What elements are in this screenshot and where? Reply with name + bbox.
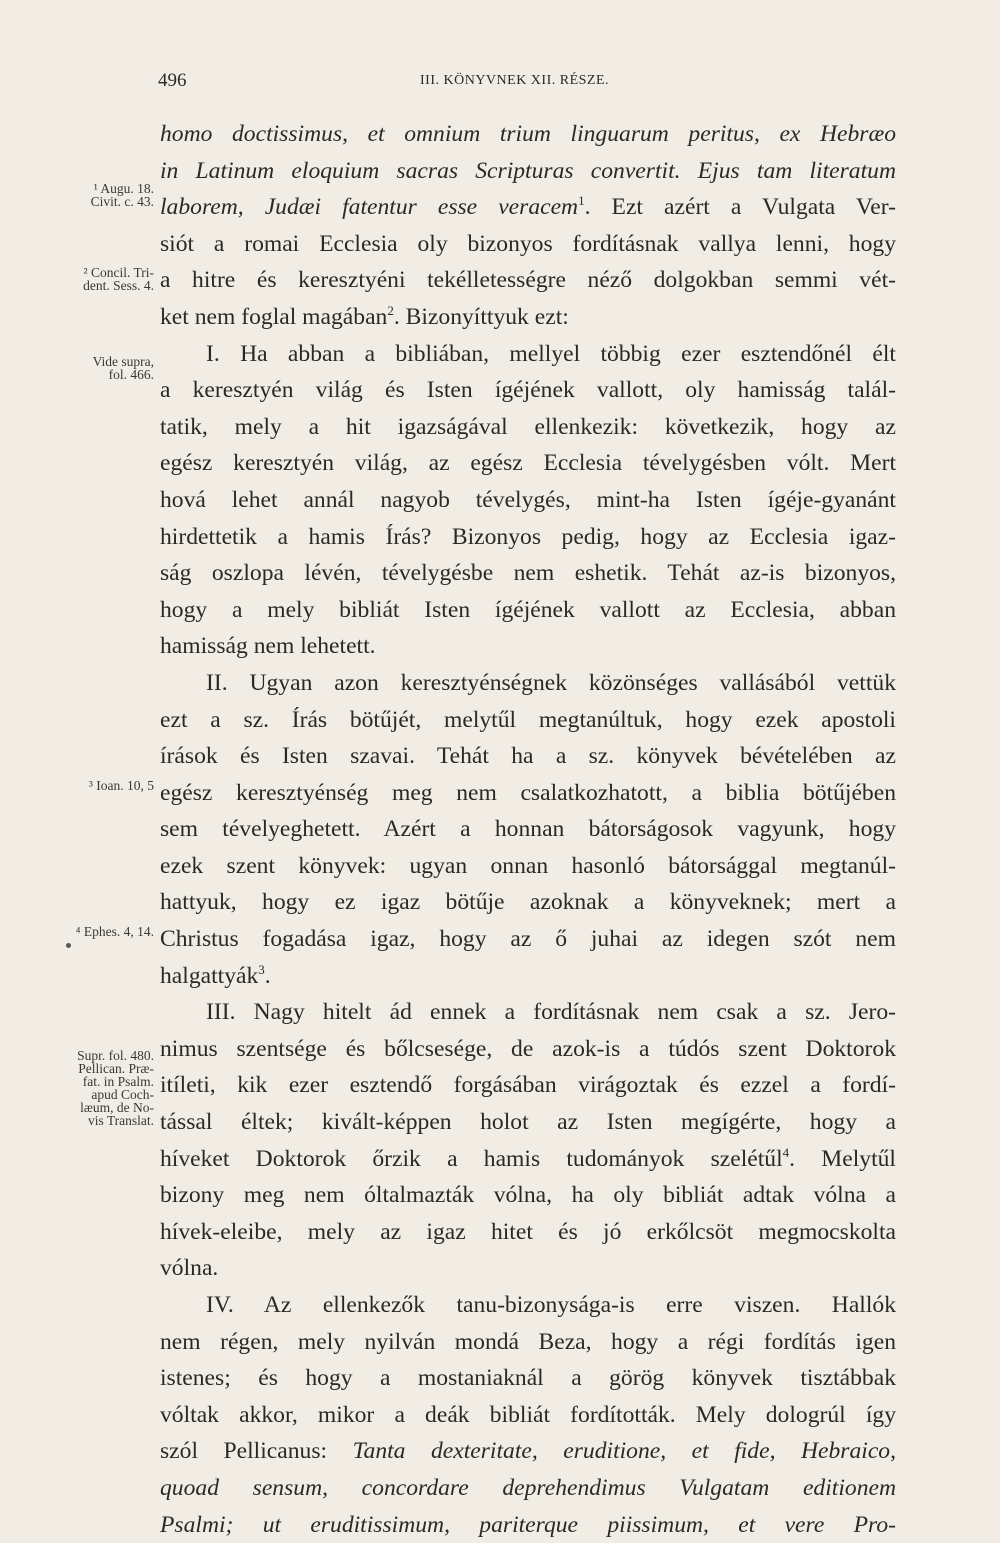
- text-line: vólna.: [160, 1255, 219, 1282]
- text-line: a keresztyén világ és Isten ígéjének vallott, oly hamisság talál-: [160, 377, 896, 404]
- margin-note-line: vis Translat.: [87, 1113, 154, 1128]
- margin-note-line: Civit. c. 43.: [90, 194, 154, 209]
- text-line: vóltak akkor, mikor a deák bibliát fordították. Mely dologrúl így: [160, 1401, 896, 1428]
- text-line: Christus fogadása igaz, hogy az ő juhai az idegen szót nem: [160, 926, 896, 953]
- text-line: hová lehet annál nagyob tévelygés, mint-ha Isten ígéje-gyanánt: [160, 486, 896, 513]
- text-line: bizony meg nem óltalmazták vólna, ha oly bibliát adtak vólna a: [160, 1182, 896, 1209]
- text-line: I. Ha abban a bibliában, mellyel többig ezer esztendőnél élt: [206, 340, 896, 367]
- margin-note: [18, 266, 154, 292]
- margin-note-line: fat. in Psalm.: [82, 1074, 154, 1089]
- text-line: sem tévelyeghetett. Azért a honnan bátorságosok vagyunk, hogy: [160, 816, 896, 843]
- margin-note-line: dent. Sess. 4.: [83, 278, 154, 293]
- margin-note-line: Supr. fol. 480.: [77, 1048, 154, 1063]
- text-line: homo doctissimus, et omnium trium linguarum peritus, ex Hebræo: [160, 121, 896, 147]
- text-line: hamisság nem lehetett.: [160, 633, 376, 660]
- margin-note: [18, 1049, 154, 1127]
- text-line: tással éltek; kivált-képpen holot az Isten megígérte, hogy a: [160, 1109, 896, 1136]
- text-line: hattyuk, hogy ez igaz bötűje azoknak a könyveknek; mert a: [160, 889, 896, 916]
- margin-note-line: ² Concil. Tri-: [83, 265, 154, 280]
- text-line: hívek-eleibe, mely az igaz hitet és jó erkőlcsöt megmocskolta: [160, 1218, 896, 1245]
- print-speck: [66, 943, 71, 948]
- margin-note: [18, 779, 154, 792]
- text-line: tatik, mely a hit igazságával ellenkezik: következik, hogy az: [160, 413, 896, 440]
- text-line: ezt a sz. Írás bötűjét, melytűl megtanúltuk, hogy ezek apostoli: [160, 706, 896, 733]
- text-line: istenes; és hogy a mostaniaknál a görög könyvek tisztábbak: [160, 1365, 896, 1392]
- margin-note-line: fol. 466.: [108, 367, 154, 382]
- text-line: halgattyák$^3$.: [160, 961, 271, 989]
- page-number: 496: [158, 70, 187, 91]
- main-text: [160, 116, 896, 1543]
- text-line: IV. Az ellenkezők tanu-bizonysága-is erre viszen. Hallók: [206, 1292, 896, 1318]
- text-line: Psalmi; ut eruditissimum, pariterque piissimum, et vere Pro-: [160, 1511, 896, 1538]
- text-line: ket nem foglal magában$^2$. Bizonyíttyuk ezt:: [160, 303, 569, 330]
- margin-note-line: ³ Ioan. 10, 5: [88, 778, 154, 793]
- page-header: [0, 70, 1000, 100]
- text-line: egész keresztyén világ, az egész Ecclesia tévelygésben vólt. Mert: [160, 450, 896, 477]
- margin-note-line: apud Coch-: [91, 1087, 154, 1102]
- margin-note: [18, 355, 154, 381]
- text-line: in Latinum eloquium sacras Scripturas convertit. Ejus tam literatum: [160, 157, 896, 184]
- text-line: ság oszlopa lévén, tévelygésbe nem eshetik. Tehát az-is bizonyos,: [160, 560, 896, 587]
- text-line: híveket Doktorok őrzik a hamis tudományok szelétűl$^4$. Melytűl: [160, 1144, 896, 1172]
- running-title: III. KÖNYVNEK XII. RÉSZE.: [420, 73, 610, 88]
- margin-note-line: Pellican. Præ-: [78, 1061, 154, 1076]
- text-line: III. Nagy hitelt ád ennek a fordításnak nem csak a sz. Jero-: [206, 999, 896, 1026]
- margin-note-line: ⁴ Ephes. 4, 14.: [75, 924, 154, 939]
- margin-note-line: ¹ Augu. 18.: [93, 181, 154, 196]
- text-line: siót a romai Ecclesia oly bizonyos fordításnak vallya lenni, hogy: [160, 230, 896, 257]
- text-line: ezek szent könyvek: ugyan onnan hasonló bátorsággal megtanúl-: [160, 852, 896, 879]
- text-line: írások és Isten szavai. Tehát ha a sz. könyvek bévételében az: [160, 743, 896, 770]
- text-line: egész keresztyénség meg nem csalatkozhatott, a biblia bötűjében: [160, 779, 896, 806]
- text-line: nem régen, mely nyilván mondá Beza, hogy a régi fordítás igen: [160, 1328, 896, 1355]
- margin-note-line: Vide supra,: [92, 354, 154, 369]
- margin-note-line: læum, de No-: [80, 1100, 154, 1115]
- margin-note: [18, 182, 154, 208]
- text-line: a hitre és keresztyéni tekélletességre néző dolgokban semmi vét-: [160, 267, 896, 294]
- text-line: laborem, Judæi fatentur esse veracem$^1$. Ezt azért a Vulgata Ver-: [160, 193, 896, 221]
- text-line: quoad sensum, concordare deprehendimus Vulgatam editionem: [160, 1474, 896, 1501]
- text-line: nimus szentsége és bőlcsesége, de azok-is a túdós szent Doktorok: [160, 1035, 896, 1062]
- text-line: II. Ugyan azon keresztyénségnek közönséges vallásából vettük: [206, 669, 896, 696]
- margin-note: [18, 925, 154, 938]
- text-line: hirdettetik a hamis Írás? Bizonyos pedig, hogy az Ecclesia igaz-: [160, 523, 896, 550]
- text-line: szól Pellicanus: Tanta dexteritate, eruditione, et fide, Hebraico,: [160, 1438, 896, 1465]
- text-line: hogy a mely bibliát Isten ígéjének vallott az Ecclesia, abban: [160, 596, 896, 623]
- text-line: itíleti, kik ezer esztendő forgásában virágoztak és ezzel a fordí-: [160, 1072, 896, 1099]
